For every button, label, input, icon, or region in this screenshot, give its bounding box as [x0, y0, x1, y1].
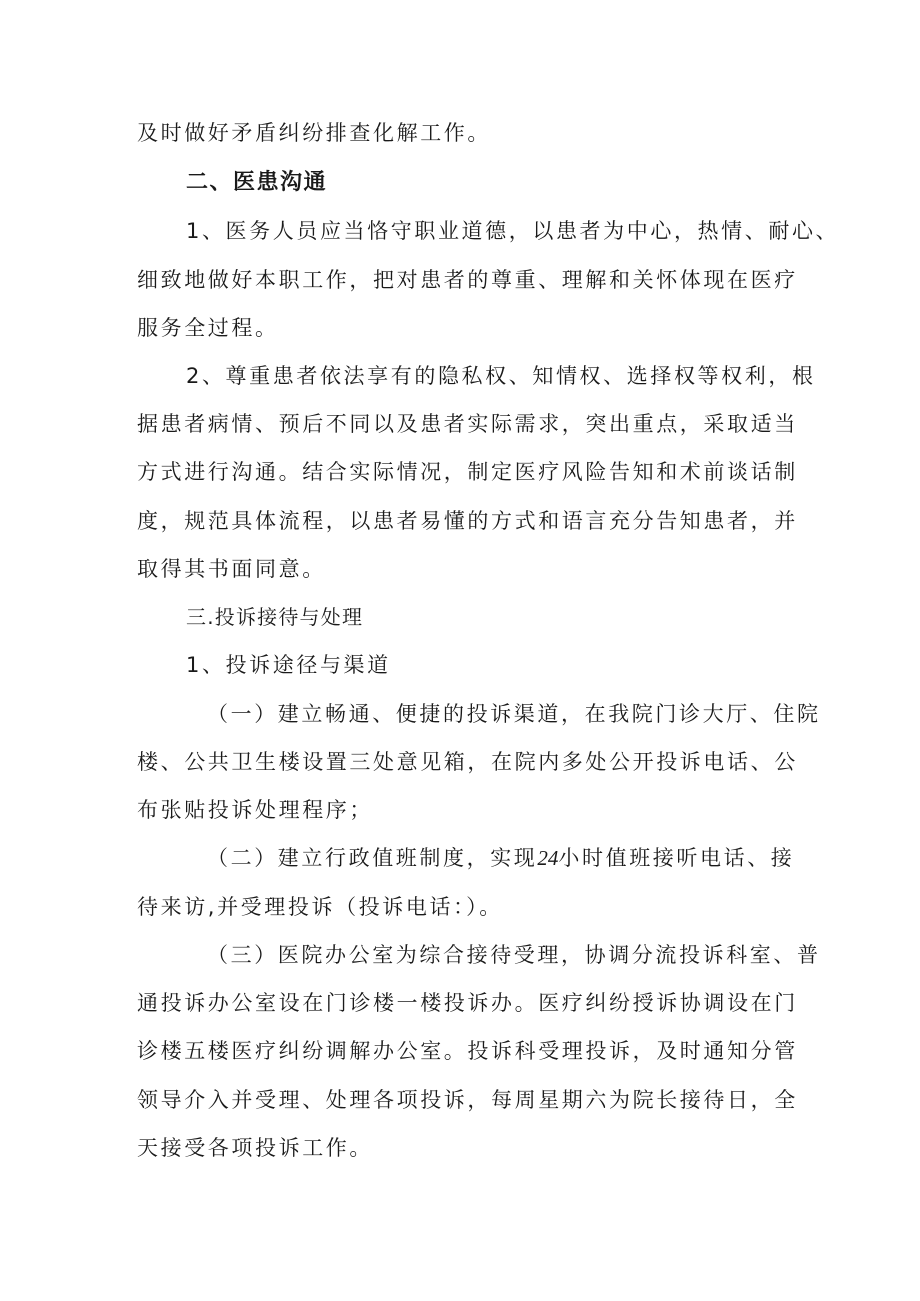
text-segment: （二）建立行政值班制度，实现: [207, 846, 538, 870]
text-line: 度，规范具体流程，以患者易懂的方式和语言充分告知患者，并: [137, 509, 798, 533]
text-line: 及时做好矛盾纠纷排查化解工作。: [137, 121, 491, 145]
subsection-heading: 1、投诉途径与渠道: [186, 653, 391, 677]
text-line: 楼、公共卫生楼设置三处意见箱，在院内多处公开投诉电话、公: [137, 750, 798, 774]
text-segment: 小时值班接听电话、接: [558, 846, 795, 870]
text-line: 天接受各项投诉工作。: [137, 1136, 373, 1160]
text-line: 领导介入并受理、处理各项投诉，每周星期六为院长接待日，全: [137, 1088, 798, 1112]
text-line: 细致地做好本职工作，把对患者的尊重、理解和关怀体现在医疗: [137, 268, 798, 292]
section-heading: 二、医患沟通: [186, 170, 328, 195]
hours-number: 24: [537, 846, 559, 870]
text-line: 1、医务人员应当恪守职业道德，以患者为中心，热情、耐心、: [186, 219, 840, 243]
text-line: 服务全过程。: [137, 316, 279, 340]
text-line: 取得其书面同意。: [137, 557, 326, 581]
text-line: [207, 843, 867, 873]
text-line: 方式进行沟通。结合实际情况，制定医疗风险告知和术前谈话制: [137, 460, 798, 484]
text-line: 诊楼五楼医疗纠纷调解办公室。投诉科受理投诉，及时通知分管: [137, 1039, 798, 1063]
section-heading: 三.投诉接待与处理: [186, 605, 364, 629]
text-line: 2、尊重患者依法享有的隐私权、知情权、选择权等权利，根: [186, 364, 816, 388]
text-line: 据患者病情、预后不同以及患者实际需求，突出重点，采取适当: [137, 412, 798, 436]
text-line: 布张贴投诉处理程序；: [137, 798, 373, 822]
text-line: 通投诉办公室设在门诊楼一楼投诉办。医疗纠纷授诉协调设在门: [137, 991, 798, 1015]
text-line: （一）建立畅通、便捷的投诉渠道，在我院门诊大厅、住院: [207, 702, 821, 726]
text-line: （三）医院办公室为综合接待受理，协调分流投诉科室、普: [207, 943, 821, 967]
text-line: 待来访,并受理投诉（投诉电话：）。: [137, 895, 503, 919]
